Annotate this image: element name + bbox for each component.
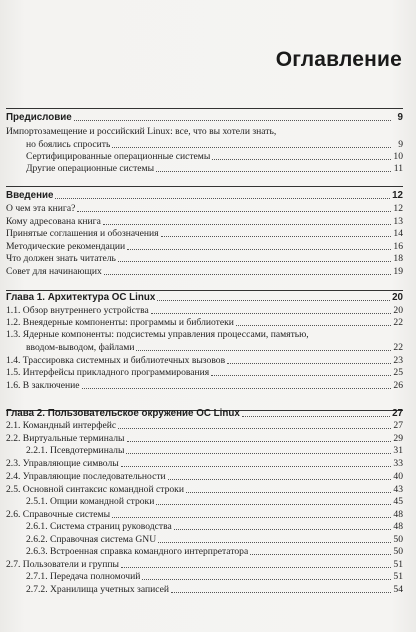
dot-leader xyxy=(212,158,391,160)
toc-entry-title: 2.2. Виртуальные терминалы xyxy=(6,433,125,444)
toc-entry xyxy=(6,456,403,469)
toc-entry xyxy=(6,494,403,507)
dot-leader xyxy=(156,170,391,172)
toc-entry-title: 1.1. Обзор внутреннего устройства xyxy=(6,305,149,316)
section-rule xyxy=(6,186,403,187)
toc-entry-title: О чем эта книга? xyxy=(6,203,76,214)
toc-page-number: 29 xyxy=(393,433,403,444)
dot-leader xyxy=(161,235,391,237)
page-title: Оглавление xyxy=(275,48,402,71)
toc-page-number: 50 xyxy=(393,546,403,557)
dot-leader xyxy=(151,312,391,314)
toc-entry xyxy=(6,544,403,557)
dot-leader xyxy=(121,465,391,467)
toc-entry-title: 2.3. Управляющие символы xyxy=(6,458,119,469)
toc-page-number: 51 xyxy=(393,559,403,570)
toc-entry-title: вводом-выводом, файлами xyxy=(26,342,135,353)
toc-entry-title: Кому адресована книга xyxy=(6,216,101,227)
toc-page-number: 10 xyxy=(393,151,403,162)
dot-leader xyxy=(112,146,391,148)
toc-entry-title: 2.7.1. Передача полномочий xyxy=(26,571,141,582)
dot-leader xyxy=(82,387,392,389)
toc-entry xyxy=(6,519,403,532)
toc-entry-title: 2.6.3. Встроенная справка командного интерпретатора xyxy=(26,546,249,557)
dot-leader xyxy=(126,452,391,454)
toc-page-number: 11 xyxy=(393,163,403,174)
dot-leader xyxy=(103,223,391,225)
section-rule xyxy=(6,108,403,109)
toc-page-number: 22 xyxy=(393,317,403,328)
toc-page-number: 23 xyxy=(393,355,403,366)
toc-page-number: 33 xyxy=(393,458,403,469)
toc-page-number: 13 xyxy=(393,216,403,227)
toc-entry xyxy=(6,418,403,431)
dot-leader xyxy=(158,541,391,543)
dot-leader xyxy=(168,478,391,480)
dot-leader xyxy=(236,324,391,326)
toc-entry xyxy=(6,264,403,277)
dot-leader xyxy=(112,516,391,518)
toc-page-number: 12 xyxy=(392,190,403,201)
toc-page-number: 9 xyxy=(397,112,403,123)
toc-entry xyxy=(6,251,403,264)
toc-page-number: 45 xyxy=(393,496,403,507)
dot-leader xyxy=(171,591,391,593)
dot-leader xyxy=(157,299,390,301)
toc-entry xyxy=(6,201,403,214)
toc-page-number: 16 xyxy=(393,241,403,252)
toc-entry-title: 2.5.1. Опции командной строки xyxy=(26,496,155,507)
dot-leader xyxy=(186,491,391,493)
dot-leader xyxy=(118,427,391,429)
dot-leader xyxy=(250,553,391,555)
toc-entry xyxy=(6,365,403,378)
dot-leader xyxy=(227,362,391,364)
toc-entry-title: 2.7. Пользователи и группы xyxy=(6,559,119,570)
toc-entry-title: 2.1. Командный интерфейс xyxy=(6,420,117,431)
toc-heading xyxy=(6,290,403,303)
toc-page-number: 48 xyxy=(393,509,403,520)
toc-entry-title: 1.5. Интерфейсы прикладного программирования xyxy=(6,367,210,378)
dot-leader xyxy=(118,260,391,262)
toc-page-number: 26 xyxy=(393,380,403,391)
dot-leader xyxy=(127,440,392,442)
dot-leader xyxy=(55,197,390,199)
toc-entry xyxy=(6,327,403,340)
toc-entry-title: Предисловие xyxy=(6,112,72,123)
toc-entry xyxy=(6,582,403,595)
toc-entry-title: 2.2.1. Псевдотерминалы xyxy=(26,445,125,456)
toc-entry xyxy=(6,226,403,239)
toc-entry-title: 2.6. Справочные системы xyxy=(6,509,111,520)
toc-page-number: 54 xyxy=(393,584,403,595)
toc-page-number: 12 xyxy=(393,203,403,214)
dot-leader xyxy=(142,578,391,580)
dot-leader xyxy=(211,374,391,376)
toc-page-number: 31 xyxy=(393,445,403,456)
dot-leader xyxy=(174,528,391,530)
toc-entry-title: 1.4. Трассировка системных и библиотечных вызовов xyxy=(6,355,226,366)
toc-page-number: 22 xyxy=(393,342,403,353)
toc-entry-title: Введение xyxy=(6,190,54,201)
toc-entry-title: 2.5. Основной синтаксис командной строки xyxy=(6,484,184,495)
dot-leader xyxy=(136,349,391,351)
toc-entry xyxy=(6,378,403,391)
toc-page-number: 25 xyxy=(393,367,403,378)
toc-entry-title: 2.4. Управляющие последовательности xyxy=(6,471,166,482)
toc-entry-title: Что должен знать читатель xyxy=(6,253,116,264)
toc-entry xyxy=(6,124,403,137)
toc-entry xyxy=(6,569,403,582)
toc-entry-title: 2.7.2. Хранилища учетных записей xyxy=(26,584,170,595)
toc-entry-title: 1.2. Внеядерные компоненты: программы и библиотеки xyxy=(6,317,234,328)
toc-page-number: 40 xyxy=(393,471,403,482)
toc-page-number: 18 xyxy=(393,253,403,264)
dot-leader xyxy=(121,566,391,568)
toc-page-number: 14 xyxy=(393,228,403,239)
toc-entry-title: Глава 1. Архитектура ОС Linux xyxy=(6,292,156,303)
toc-entry-title: 1.6. В заключение xyxy=(6,380,80,391)
toc-entry xyxy=(6,161,403,174)
dot-leader xyxy=(77,210,391,212)
toc-page-number: 27 xyxy=(392,408,403,419)
toc-heading xyxy=(6,110,403,123)
toc-page-number: 19 xyxy=(393,266,403,277)
toc-entry-title: 1.3. Ядерные компоненты: подсистемы управления процессами, памятью, xyxy=(6,329,309,340)
toc-page-number: 50 xyxy=(393,534,403,545)
toc-page-number: 27 xyxy=(393,420,403,431)
toc-entry-title: 2.6.2. Справочная система GNU xyxy=(26,534,157,545)
dot-leader xyxy=(156,503,391,505)
toc-entry-title: Импортозамещение и российский Linux: все, что вы хотели знать, xyxy=(6,126,277,137)
toc-page-number: 9 xyxy=(398,139,403,150)
toc-entry-title: Другие операционные системы xyxy=(26,163,155,174)
toc-entry-title: 2.6.1. Система страниц руководства xyxy=(26,521,172,532)
toc-entry xyxy=(6,469,403,482)
toc-entry-title: но боялись спросить xyxy=(26,139,111,150)
toc-entry xyxy=(6,443,403,456)
toc-page-number: 43 xyxy=(393,484,403,495)
toc-page-number: 51 xyxy=(393,571,403,582)
toc-entry-title: Глава 2. Пользовательское окружение ОС Linux xyxy=(6,408,240,419)
toc-entry-title: Методические рекомендации xyxy=(6,241,126,252)
toc-page-number: 20 xyxy=(393,305,403,316)
dot-leader xyxy=(104,273,391,275)
dot-leader xyxy=(127,248,391,250)
dot-leader xyxy=(74,119,391,121)
toc-page-number: 20 xyxy=(392,292,403,303)
toc-entry-title: Принятые соглашения и обозначения xyxy=(6,228,159,239)
toc-entry-title: Сертифицированные операционные системы xyxy=(26,151,211,162)
toc-entry-title: Совет для начинающих xyxy=(6,266,102,277)
toc-heading xyxy=(6,188,403,201)
toc-page-number: 48 xyxy=(393,521,403,532)
toc-entry xyxy=(6,340,403,353)
dot-leader xyxy=(242,415,390,417)
